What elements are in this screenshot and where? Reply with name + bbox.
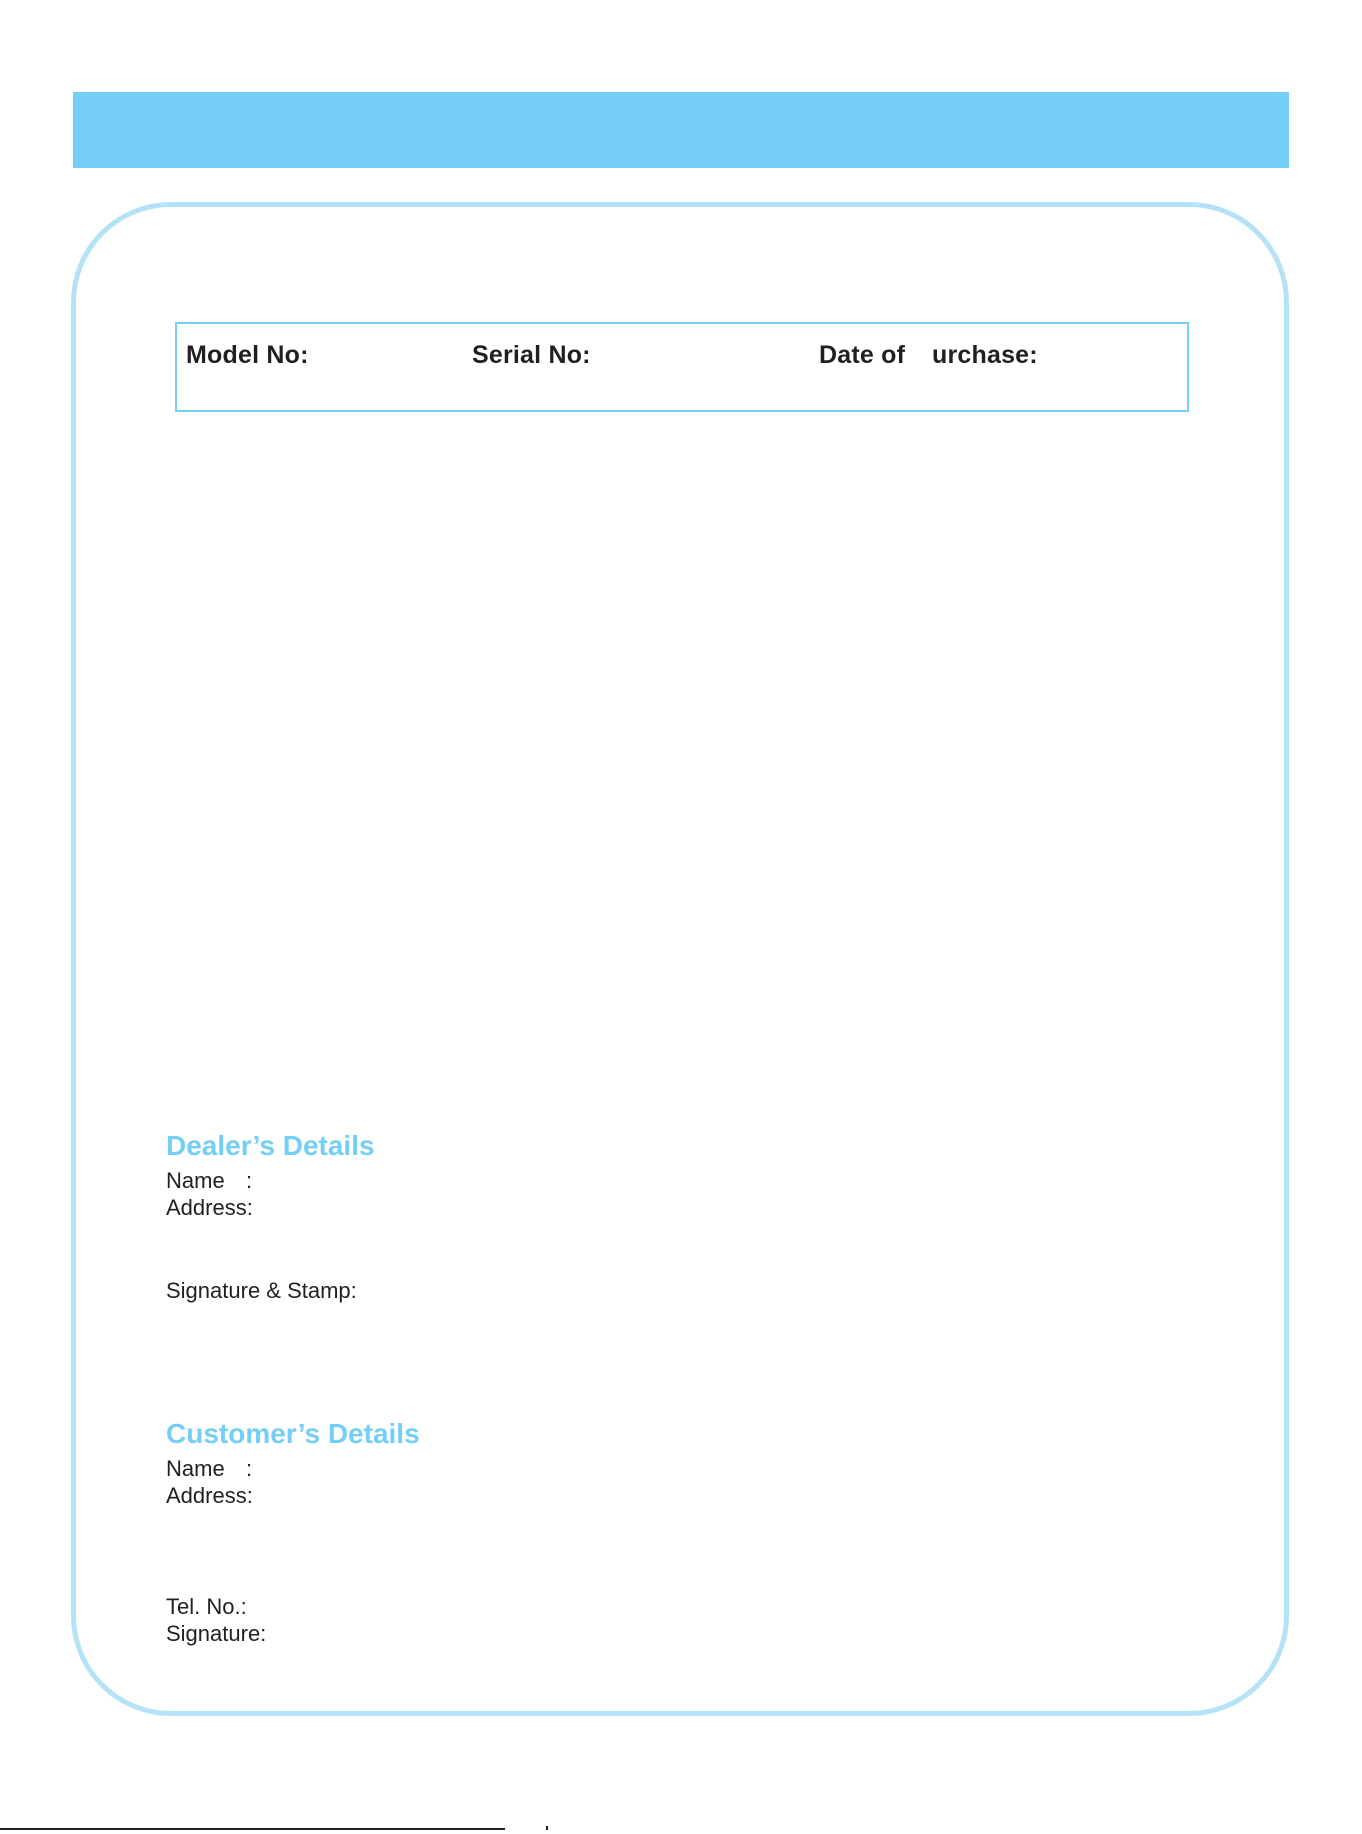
date-of-label: Date of xyxy=(819,341,906,369)
warranty-card-frame xyxy=(71,202,1289,1716)
dealer-name-label: Name xyxy=(166,1168,225,1193)
customer-signature-label: Signature: xyxy=(166,1621,267,1646)
page-bottom-mark xyxy=(546,1826,548,1830)
serial-number-label: Serial No: xyxy=(472,341,591,369)
customer-name-label: Name xyxy=(166,1456,225,1481)
purchase-label: urchase: xyxy=(932,341,1038,369)
header-band xyxy=(73,92,1289,168)
model-number-label: Model No: xyxy=(186,341,309,369)
customer-address-label: Address: xyxy=(166,1483,253,1508)
page-bottom-rule xyxy=(0,1828,505,1830)
customer-details-title: Customer’s Details xyxy=(166,1418,420,1449)
dealer-name-colon: : xyxy=(246,1168,253,1193)
customer-tel-label: Tel. No.: xyxy=(166,1594,247,1619)
customer-name-colon: : xyxy=(246,1456,253,1481)
dealer-signature-stamp-label: Signature & Stamp: xyxy=(166,1278,357,1303)
dealer-address-label: Address: xyxy=(166,1195,253,1220)
dealer-details-title: Dealer’s Details xyxy=(166,1130,375,1161)
product-info-box xyxy=(175,322,1189,412)
